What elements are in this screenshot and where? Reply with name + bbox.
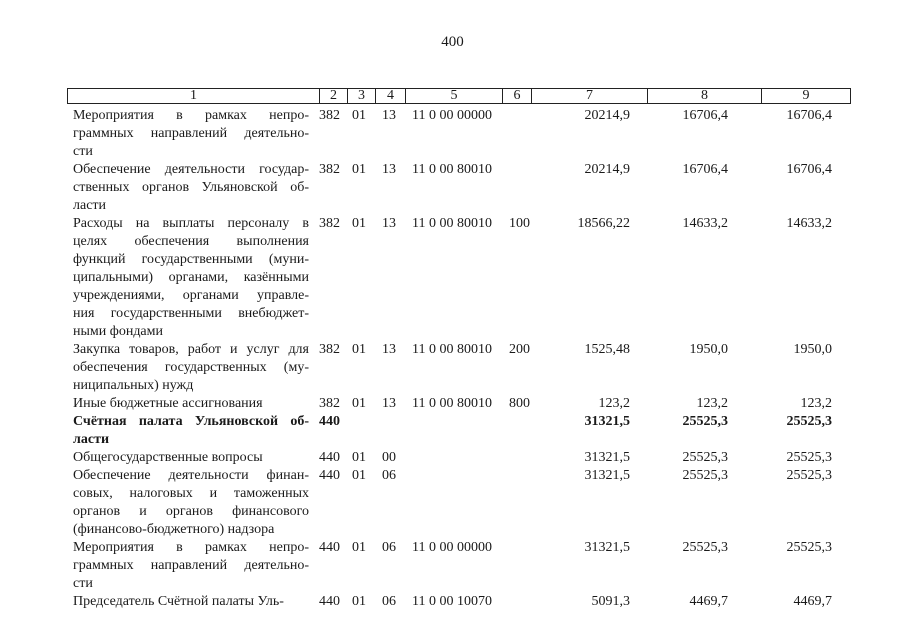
- row-amount-col-9: 25525,3: [786, 450, 832, 465]
- row-description-line: Расходы на выплаты персоналу в: [73, 216, 309, 231]
- row-section: 01: [352, 396, 366, 411]
- row-amount-col-8: 16706,4: [682, 108, 728, 123]
- header-col-8: 8: [647, 89, 761, 103]
- row-description-line: ласти: [73, 432, 110, 447]
- header-col-3: 3: [347, 89, 375, 103]
- row-description-line: функций государственными (муни-: [73, 252, 309, 267]
- row-description-line: целях обеспечения выполнения: [73, 234, 309, 249]
- row-description-line: обеспечения государственных (му-: [73, 360, 309, 375]
- row-budget-code: 440: [319, 594, 340, 609]
- row-description: [73, 395, 309, 413]
- row-amount-col-8: 25525,3: [682, 414, 728, 429]
- row-budget-code: 440: [319, 540, 340, 555]
- row-target-article: 11 0 00 00000: [412, 108, 492, 123]
- row-subsection: 13: [382, 396, 396, 411]
- header-col-6: 6: [502, 89, 531, 103]
- row-amount-col-7: 5091,3: [591, 594, 630, 609]
- row-description: [73, 593, 309, 611]
- row-description: [73, 449, 309, 467]
- header-col-1: 1: [190, 88, 197, 103]
- row-description: [73, 161, 309, 215]
- row-description: [73, 215, 309, 341]
- row-amount-col-7: 31321,5: [584, 414, 630, 429]
- row-amount-col-9: 25525,3: [786, 540, 832, 555]
- row-section: 01: [352, 216, 366, 231]
- row-description-line: сти: [73, 576, 93, 591]
- row-description-line: Мероприятия в рамках непро-: [73, 108, 309, 123]
- row-amount-col-8: 123,2: [696, 396, 728, 411]
- row-section: 01: [352, 162, 366, 177]
- row-subsection: 06: [382, 468, 396, 483]
- row-amount-col-7: 31321,5: [584, 540, 630, 555]
- row-amount-col-7: 123,2: [598, 396, 630, 411]
- row-expense-type: 800: [509, 396, 530, 411]
- table-row: [0, 467, 905, 539]
- row-amount-col-9: 1950,0: [793, 342, 832, 357]
- row-subsection: 06: [382, 540, 396, 555]
- row-description-line: Обеспечение деятельности государ-: [73, 162, 309, 177]
- row-description-line: совых, налоговых и таможенных: [73, 486, 309, 501]
- table-row: [0, 215, 905, 341]
- row-description-line: Обеспечение деятельности финан-: [73, 468, 309, 483]
- row-amount-col-8: 14633,2: [682, 216, 728, 231]
- row-description-line: граммных направлений деятельно-: [73, 126, 309, 141]
- row-amount-col-8: 25525,3: [682, 468, 728, 483]
- row-amount-col-8: 4469,7: [689, 594, 728, 609]
- row-target-article: 11 0 00 00000: [412, 540, 492, 555]
- row-budget-code: 440: [319, 468, 340, 483]
- row-description-line: ниципальных) нужд: [73, 378, 194, 393]
- table-row: [0, 413, 905, 449]
- row-target-article: 11 0 00 10070: [412, 594, 492, 609]
- row-description: [73, 341, 309, 395]
- row-section: 01: [352, 108, 366, 123]
- row-target-article: 11 0 00 80010: [412, 396, 492, 411]
- row-description: [73, 107, 309, 161]
- row-section: 01: [352, 450, 366, 465]
- header-col-9: 9: [761, 89, 850, 103]
- header-col-2: 2: [319, 89, 347, 103]
- row-expense-type: 100: [509, 216, 530, 231]
- row-subsection: 13: [382, 342, 396, 357]
- row-amount-col-9: 16706,4: [786, 162, 832, 177]
- row-description-line: Иные бюджетные ассигнования: [73, 396, 263, 411]
- table-row: [0, 161, 905, 215]
- row-amount-col-8: 25525,3: [682, 450, 728, 465]
- row-amount-col-7: 18566,22: [577, 216, 630, 231]
- row-amount-col-7: 1525,48: [584, 342, 630, 357]
- row-description: [73, 413, 309, 449]
- row-budget-code: 382: [319, 396, 340, 411]
- row-amount-col-9: 25525,3: [786, 414, 832, 429]
- table-row: [0, 539, 905, 593]
- row-amount-col-8: 16706,4: [682, 162, 728, 177]
- header-col-4: 4: [375, 89, 405, 103]
- row-subsection: 13: [382, 216, 396, 231]
- row-description: [73, 539, 309, 593]
- row-description-line: (финансово-бюджетного) надзора: [73, 522, 275, 537]
- header-col-7: 7: [531, 89, 647, 103]
- row-budget-code: 440: [319, 414, 340, 429]
- row-description-line: ципальными) органами, казёнными: [73, 270, 309, 285]
- budget-table-body: [0, 107, 905, 611]
- row-amount-col-9: 14633,2: [786, 216, 832, 231]
- row-subsection: 06: [382, 594, 396, 609]
- table-row: [0, 395, 905, 413]
- row-target-article: 11 0 00 80010: [412, 216, 492, 231]
- table-row: [0, 449, 905, 467]
- row-amount-col-8: 1950,0: [689, 342, 728, 357]
- row-amount-col-9: 16706,4: [786, 108, 832, 123]
- row-subsection: 13: [382, 162, 396, 177]
- row-amount-col-7: 20214,9: [584, 162, 630, 177]
- row-description-line: Общегосударственные вопросы: [73, 450, 263, 465]
- row-budget-code: 382: [319, 108, 340, 123]
- row-section: 01: [352, 594, 366, 609]
- row-amount-col-8: 25525,3: [682, 540, 728, 555]
- row-description: [73, 467, 309, 539]
- row-budget-code: 382: [319, 162, 340, 177]
- row-subsection: 13: [382, 108, 396, 123]
- row-description-line: Счётная палата Ульяновской об-: [73, 414, 309, 429]
- row-budget-code: 382: [319, 216, 340, 231]
- row-description-line: сти: [73, 144, 93, 159]
- row-description-line: учреждениями, органами управле-: [73, 288, 309, 303]
- row-section: 01: [352, 468, 366, 483]
- row-target-article: 11 0 00 80010: [412, 342, 492, 357]
- row-amount-col-9: 4469,7: [793, 594, 832, 609]
- row-description-line: Председатель Счётной палаты Уль-: [73, 594, 284, 609]
- row-amount-col-7: 31321,5: [584, 468, 630, 483]
- page-number: 400: [441, 34, 464, 50]
- row-description-line: Мероприятия в рамках непро-: [73, 540, 309, 555]
- row-expense-type: 200: [509, 342, 530, 357]
- row-target-article: 11 0 00 80010: [412, 162, 492, 177]
- row-description-line: ными фондами: [73, 324, 164, 339]
- header-col-5: 5: [405, 89, 502, 103]
- row-amount-col-7: 20214,9: [584, 108, 630, 123]
- row-description-line: ния государственными внебюджет-: [73, 306, 309, 321]
- row-amount-col-9: 123,2: [800, 396, 832, 411]
- table-row: [0, 341, 905, 395]
- row-amount-col-9: 25525,3: [786, 468, 832, 483]
- row-description-line: граммных направлений деятельно-: [73, 558, 309, 573]
- row-budget-code: 440: [319, 450, 340, 465]
- table-row: [0, 593, 905, 611]
- row-amount-col-7: 31321,5: [584, 450, 630, 465]
- row-description-line: органов и органов финансового: [73, 504, 309, 519]
- row-section: 01: [352, 540, 366, 555]
- row-budget-code: 382: [319, 342, 340, 357]
- row-section: 01: [352, 342, 366, 357]
- table-row: [0, 107, 905, 161]
- table-header: [67, 88, 851, 104]
- row-subsection: 00: [382, 450, 396, 465]
- row-description-line: ственных органов Ульяновской об-: [73, 180, 309, 195]
- row-description-line: ласти: [73, 198, 107, 213]
- row-description-line: Закупка товаров, работ и услуг для: [73, 342, 309, 357]
